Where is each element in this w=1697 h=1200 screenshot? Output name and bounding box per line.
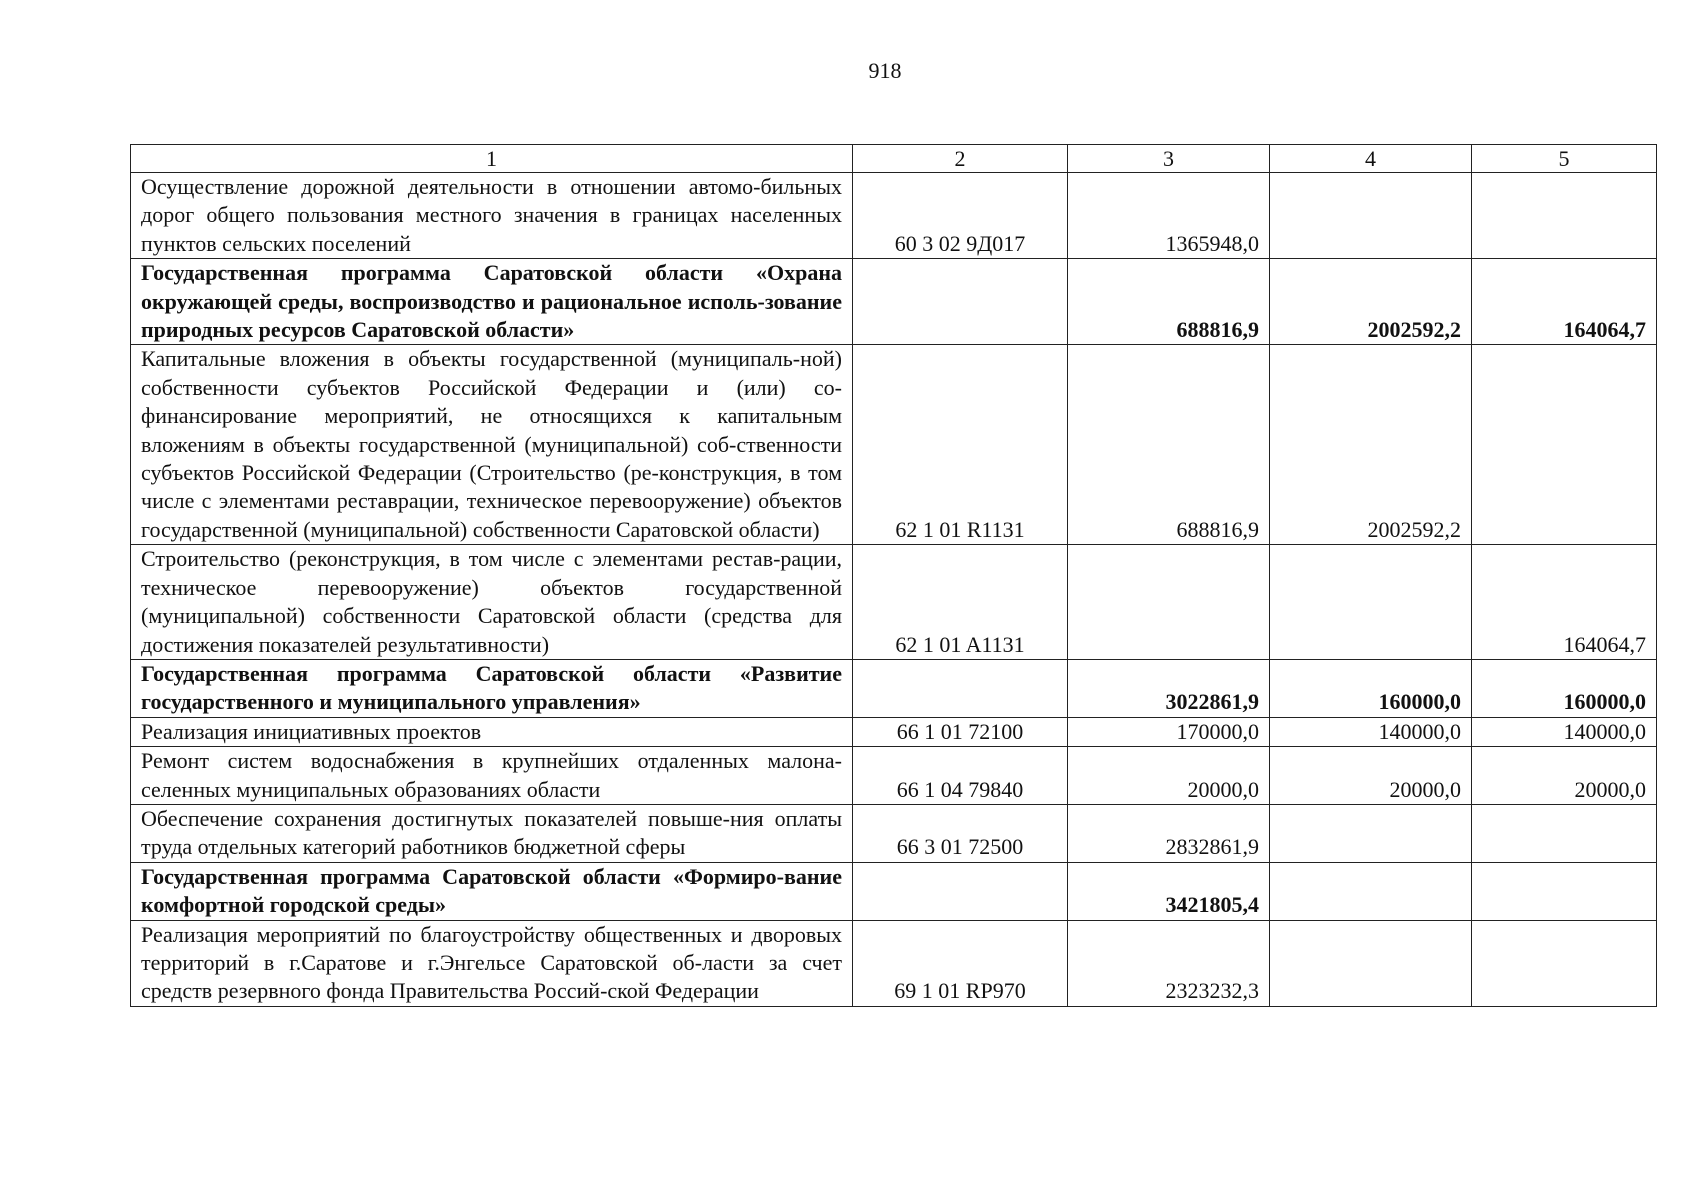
row-value-5: [1472, 862, 1657, 920]
row-name: Государственная программа Саратовской области «Развитие государственного и муниципального управления»: [131, 659, 853, 717]
row-value-4: 20000,0: [1270, 747, 1472, 805]
column-header-4: 4: [1270, 145, 1472, 173]
row-code: 60 3 02 9Д017: [853, 173, 1068, 259]
row-name: Ремонт систем водоснабжения в крупнейших отдаленных малона-селенных муниципальных образованиях области: [131, 747, 853, 805]
row-value-4: 2002592,2: [1270, 259, 1472, 345]
column-header-2: 2: [853, 145, 1068, 173]
row-value-5: 160000,0: [1472, 659, 1657, 717]
table-row: [131, 747, 1657, 805]
budget-table-container: [130, 144, 1656, 1007]
column-header-1: 1: [131, 145, 853, 173]
table-row: [131, 173, 1657, 259]
row-name: Осуществление дорожной деятельности в отношении автомо-бильных дорог общего пользования местного значения в границах населенных пунктов сельских поселений: [131, 173, 853, 259]
row-value-4: [1270, 862, 1472, 920]
table-row: [131, 862, 1657, 920]
row-value-5: [1472, 173, 1657, 259]
row-code: [853, 862, 1068, 920]
row-value-5: [1472, 804, 1657, 862]
row-value-3: 2323232,3: [1068, 920, 1270, 1006]
row-code: 66 1 01 72100: [853, 717, 1068, 746]
row-value-3: 688816,9: [1068, 345, 1270, 545]
table-row: [131, 545, 1657, 660]
column-header-5: 5: [1472, 145, 1657, 173]
row-value-4: 160000,0: [1270, 659, 1472, 717]
row-value-3: 20000,0: [1068, 747, 1270, 805]
row-value-5: 164064,7: [1472, 545, 1657, 660]
row-value-4: [1270, 920, 1472, 1006]
row-code: 62 1 01 A1131: [853, 545, 1068, 660]
row-name: Реализация инициативных проектов: [131, 717, 853, 746]
row-value-3: 1365948,0: [1068, 173, 1270, 259]
row-code: 66 3 01 72500: [853, 804, 1068, 862]
budget-table: [130, 144, 1657, 1007]
column-header-3: 3: [1068, 145, 1270, 173]
row-value-3: 170000,0: [1068, 717, 1270, 746]
page-number: 918: [868, 58, 902, 83]
table-row: [131, 717, 1657, 746]
row-value-5: [1472, 345, 1657, 545]
row-name: Обеспечение сохранения достигнутых показателей повыше-ния оплаты труда отдельных категорий работников бюджетной сферы: [131, 804, 853, 862]
table-row: [131, 345, 1657, 545]
table-row: [131, 920, 1657, 1006]
row-value-3: 2832861,9: [1068, 804, 1270, 862]
table-row: [131, 659, 1657, 717]
row-value-4: [1270, 173, 1472, 259]
row-value-3: 3022861,9: [1068, 659, 1270, 717]
row-name: Капитальные вложения в объекты государственной (муниципаль-ной) собственности субъектов Российской Федерации и (или) со-финансирование мероприятий, не относящихся к капитальным вложениям в объекты государственной (муниципальной) соб-ственности субъектов Российской Федерации (Строительство (ре-конструкция, в том числе с элементами реставрации, техническое перевооружение) объектов государственной (муниципальной) собственности Саратовской области): [131, 345, 853, 545]
table-row: [131, 259, 1657, 345]
table-row: [131, 804, 1657, 862]
row-code: 69 1 01 RP970: [853, 920, 1068, 1006]
header-row: [131, 145, 1657, 173]
row-code: [853, 259, 1068, 345]
row-name: Строительство (реконструкция, в том числе с элементами рестав-рации, техническое перевооружение) объектов государственной (муниципальной) собственности Саратовской области (средства для достижения показателей результативности): [131, 545, 853, 660]
row-value-4: [1270, 804, 1472, 862]
row-value-4: [1270, 545, 1472, 660]
row-value-3: [1068, 545, 1270, 660]
row-value-5: [1472, 920, 1657, 1006]
row-value-5: 140000,0: [1472, 717, 1657, 746]
row-value-4: 140000,0: [1270, 717, 1472, 746]
row-name: Государственная программа Саратовской области «Охрана окружающей среды, воспроизводство и рациональное исполь-зование природных ресурсов Саратовской области»: [131, 259, 853, 345]
row-value-4: 2002592,2: [1270, 345, 1472, 545]
row-name: Государственная программа Саратовской области «Формиро-вание комфортной городской среды»: [131, 862, 853, 920]
row-code: 66 1 04 79840: [853, 747, 1068, 805]
row-code: [853, 659, 1068, 717]
table-body: [131, 173, 1657, 1007]
row-value-3: 688816,9: [1068, 259, 1270, 345]
row-value-5: 164064,7: [1472, 259, 1657, 345]
row-code: 62 1 01 R1131: [853, 345, 1068, 545]
row-value-5: 20000,0: [1472, 747, 1657, 805]
row-name: Реализация мероприятий по благоустройству общественных и дворовых территорий в г.Саратове и г.Энгельсе Саратовской об-ласти за счет средств резервного фонда Правительства Россий-ской Федерации: [131, 920, 853, 1006]
row-value-3: 3421805,4: [1068, 862, 1270, 920]
